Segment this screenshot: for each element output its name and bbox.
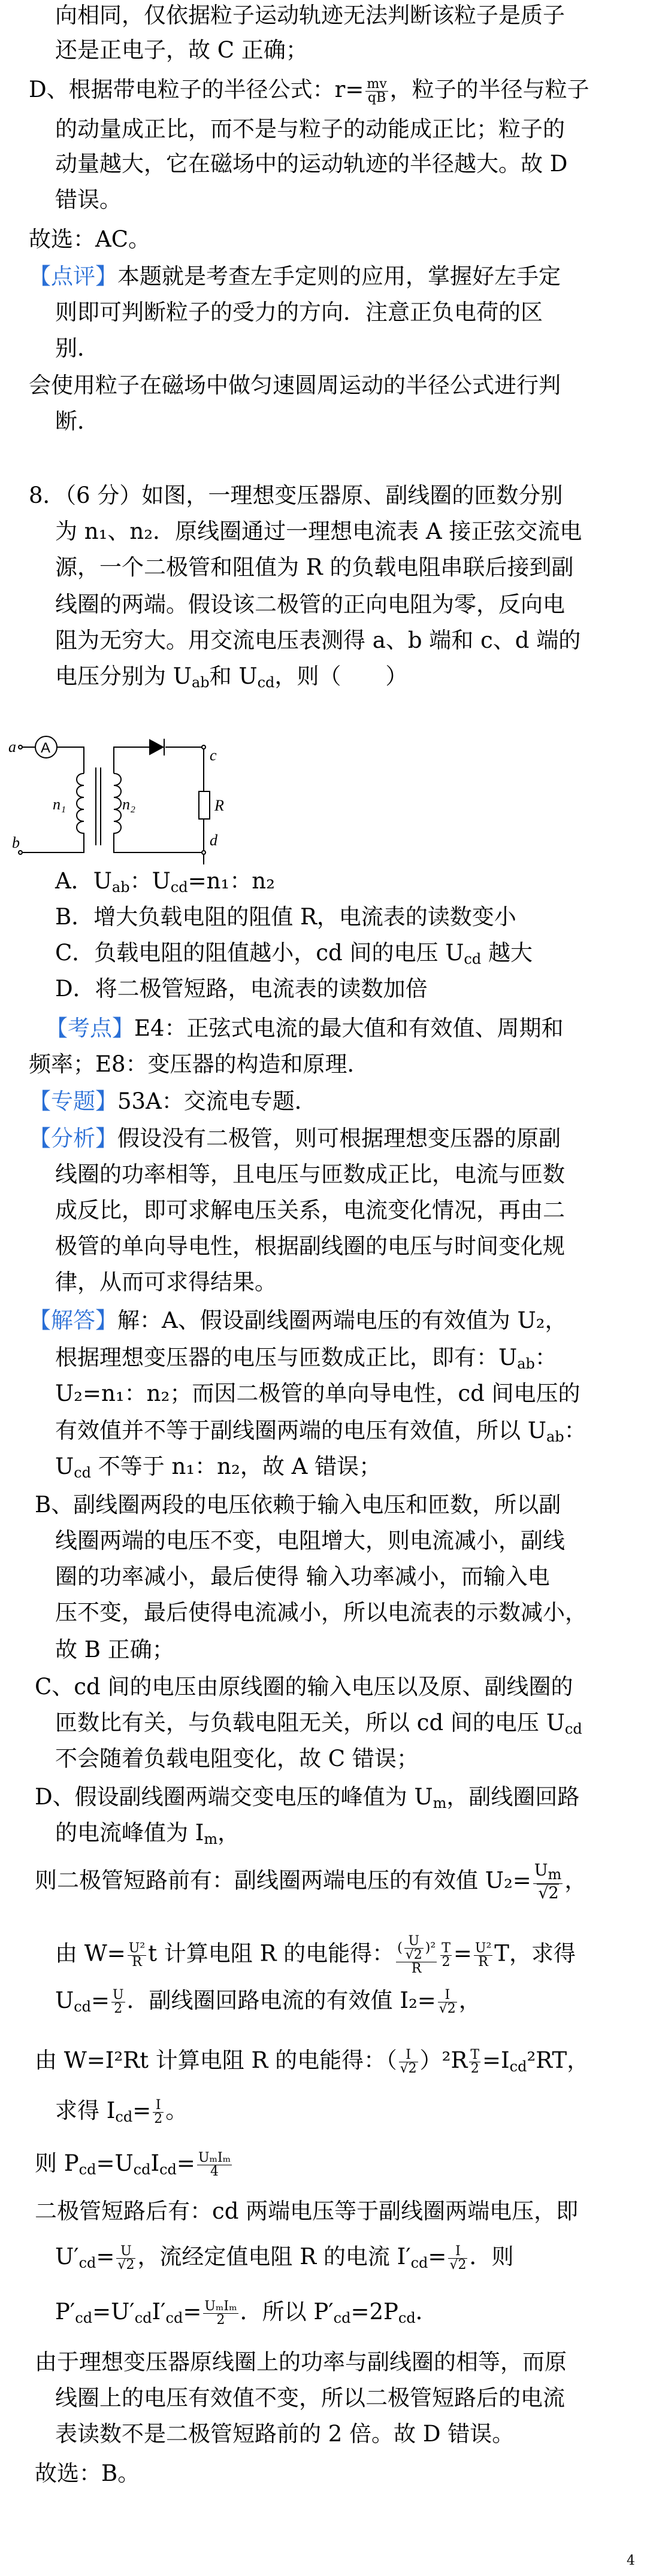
option-a: A．$U_{ab}$：$U_{cd}=n_1$：n₂ <box>55 868 275 896</box>
option-c: C．负载电阻的阻值越小，cd 间的电压 $U_{cd}$ 越大 <box>55 940 533 967</box>
text-line: 的电流峰值为 $I_m$， <box>55 1820 240 1847</box>
n1-label: n₁ <box>53 796 66 813</box>
text-line: 极管的单向导电性，根据副线圈的电压与时间变化规 <box>55 1233 565 1259</box>
text-line: 二极管短路后有：cd 两端电压等于副线圈两端电压，即 <box>35 2198 579 2224</box>
text-line: 电压分别为 $U_{ab}$和 $U_{cd}$，则（ ） <box>55 663 408 691</box>
text-line: 别． <box>55 335 99 361</box>
formula-line: 则 $P_{cd}=U_{cd}I_{cd}=$ $\frac{\text{UₘIₘ}}{4}$ <box>35 2150 231 2179</box>
formula-line: $U'_{cd}=$ $\frac{U}{√2}$ ，流经定值电阻 R 的电流 $I'_{cd}=$ $\frac{I}{√2}$ ．则 <box>55 2244 514 2272</box>
text-line: 律，从而可求得结果。 <box>55 1269 277 1295</box>
terminal-a-label: a <box>8 738 16 755</box>
text-line: 有效值并不等于副线圈两端的电压有效值，所以 $U_{ab}$： <box>55 1418 586 1445</box>
text-line: 错误。 <box>55 187 122 213</box>
formula-line: 求得 $I_{cd}=$ $\frac{I}{2}$ 。 <box>55 2098 188 2126</box>
text-line: 故 B 正确； <box>55 1637 174 1662</box>
option-b: B．增大负载电阻的阻值 R，电流表的读数变小 <box>55 904 516 930</box>
page-number: 4 <box>627 2553 635 2568</box>
text-line: D、假设副线圈两端交变电压的峰值为 $U_m$，副线圈回路 <box>35 1784 580 1812</box>
text-line: 成反比，即可求解电压关系，电流变化情况，再由二 <box>55 1197 565 1223</box>
text-line: 匝数比有关，与负载电阻无关，所以 cd 间的电压 $U_{cd}$ <box>55 1710 582 1737</box>
text-line: 向相同，仅依据粒子运动轨迹无法判断该粒子是质子 <box>55 2 565 28</box>
text-line: 源，一个二极管和阻值为 R 的负载电阻串联后接到副 <box>55 554 574 580</box>
text-line: C、cd 间的电压由原线圈的输入电压以及原、副线圈的 <box>35 1674 573 1700</box>
text-line: 由于理想变压器原线圈上的功率与副线圈的相等，而原 <box>35 2349 567 2375</box>
text-line: 的动量成正比，而不是与粒子的动能成正比；粒子的 <box>55 116 565 142</box>
text-line: 线圈两端的电压不变，电阻增大，则电流减小，副线 <box>55 1528 565 1554</box>
n2-label: n₂ <box>122 796 136 813</box>
text-line: 会使用粒子在磁场中做匀速圆周运动的半径公式进行判 <box>29 372 561 398</box>
answer-line: 故选：B。 <box>35 2460 140 2486</box>
comment-line: 【点评】本题就是考查左手定则的应用，掌握好左手定 <box>29 263 561 289</box>
answer-line: 故选：AC。 <box>29 226 151 252</box>
text-line: 压不变，最后使得电流减小，所以电流表的示数减小， <box>55 1600 587 1625</box>
text-line: 不会随着负载电阻变化，故 C 错误； <box>55 1746 419 1771</box>
formula-line: 由 W= $\frac{\text{U²}}{R}$ t 计算电阻 R 的电能得： ( $\frac{U}{√2}$ )² R $\frac{T}{2}$ = $\frac{\text{U²}}{R}$ T，求得 <box>55 1934 576 1976</box>
text-line: 线圈的功率相等，且电压与匝数成正比，电流与匝数 <box>55 1161 565 1187</box>
text-line: B、副线圈两段的电压依赖于输入电压和匝数，所以副 <box>35 1492 561 1518</box>
ammeter-label: A <box>41 740 51 756</box>
jieda-line: 【解答】解：A、假设副线圈两端电压的有效值为 U₂， <box>29 1307 567 1333</box>
text-line: 表读数不是二极管短路前的 2 倍。故 D 错误。 <box>55 2421 515 2447</box>
fenxi-line: 【分析】假设没有二极管，则可根据理想变压器的原副 <box>29 1125 561 1151</box>
option-d: D．将二极管短路，电流表的读数加倍 <box>55 976 428 1002</box>
kaodian-line: 【考点】E4：正弦式电流的最大值和有效值、周期和 <box>46 1015 564 1041</box>
text-line: 线圈的两端。假设该二极管的正向电阻为零，反向电 <box>55 591 565 617</box>
comment-tag: 【点评】 <box>29 263 117 289</box>
terminal-c-label: c <box>210 747 217 764</box>
text-line: 根据理想变压器的电压与匝数成正比，即有：$U_{ab}$： <box>55 1345 557 1372</box>
text-line: 线圈上的电压有效值不变，所以二极管短路后的电流 <box>55 2385 565 2411</box>
resistor-label: R <box>214 797 224 814</box>
formula-line: 则二极管短路前有：副线圈两端电压的有效值 U₂= $\frac{Um}{√2}$ ， <box>35 1861 587 1903</box>
terminal-d-label: d <box>210 832 217 849</box>
question-title: 8．（6 分）如图，一理想变压器原、副线圈的匝数分别 <box>29 483 563 508</box>
text-line: 圈的功率减小，最后使得 输入功率减小，而输入电 <box>55 1564 550 1589</box>
text-line: 则即可判断粒子的受力的方向．注意正负电荷的区 <box>55 299 543 325</box>
text-line: 频率；E8：变压器的构造和原理． <box>29 1051 370 1077</box>
text-line: 动量越大，它在磁场中的运动轨迹的半径越大。故 D <box>55 151 568 177</box>
text-line: $U_{cd}$ 不等于 n₁：n₂，故 A 错误； <box>55 1454 382 1481</box>
formula-line: $U_{cd}=$ $\frac{U}{2}$ ．副线圈回路电流的有效值 I₂= $\frac{I}{√2}$ ， <box>55 1988 481 2016</box>
terminal-b-label: b <box>12 834 20 851</box>
transformer-circuit-diagram <box>6 726 258 869</box>
formula-line: 由 W=I²Rt 计算电阻 R 的电能得：（ $\frac{I}{√2}$ ）²R $\frac{T}{2}$ $=I_{cd}^2RT$， <box>35 2047 589 2076</box>
formula-line: $P'_{cd}=U'_{cd}I'_{cd}=$ $\frac{\text{UₘIₘ}}{2}$ ．所以 $P'_{cd}=2P_{cd}$． <box>55 2299 438 2328</box>
text-line: 断． <box>55 408 99 434</box>
text-line: 还是正电子，故 C 正确； <box>55 37 308 63</box>
text-line: 为 n₁、n₂．原线圈通过一理想电流表 A 接正弦交流电 <box>55 518 582 544</box>
text-line: U₂=n₁：n₂；而因二极管的单向导电性，cd 间电压的 <box>55 1380 581 1406</box>
text-line: 阻为无穷大。用交流电压表测得 a、b 端和 c、d 端的 <box>55 627 581 653</box>
zhuanti-line: 【专题】53A：交流电专题． <box>29 1088 317 1114</box>
text-line: D、根据带电粒子的半径公式：r= $\frac{mv}{qB}$ ，粒子的半径与粒子 <box>29 77 589 105</box>
